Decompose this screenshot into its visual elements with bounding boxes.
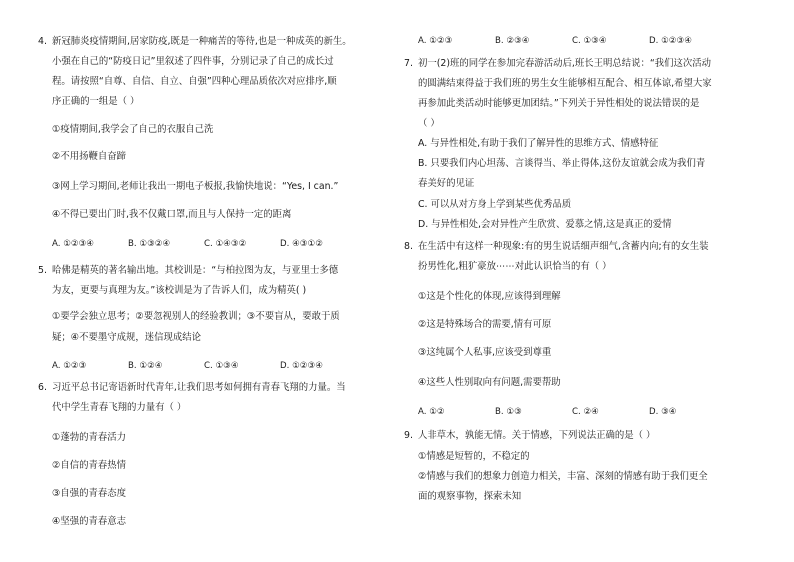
option-d[interactable]: D. ④③①②: [280, 239, 323, 249]
option-c[interactable]: C. ①③④: [572, 36, 607, 46]
question-stem-line: 初一(2)班的同学在参加完春游活动后,班长王明总结说：“我们这次活动: [418, 58, 711, 69]
question-stem-line: 新冠肺炎疫情期间,居家防疫,既是一种痛苦的等待,也是一种成英的新生。: [52, 36, 352, 47]
question-item: ①这是个性化的体现,应该得到理解: [418, 291, 561, 302]
question-stem-line: 小强在自己的“防疫日记”里叙述了四件事，分别记录了自己的成长过: [52, 56, 334, 67]
question-stem-line: 为友，更要与真理为友。”该校训是为了告诉人们，成为精英( ): [52, 285, 307, 296]
option-a[interactable]: A. ①②③: [52, 361, 87, 371]
question-number: 7.: [404, 58, 413, 69]
option-c[interactable]: C. ①④③②: [204, 239, 247, 249]
option-c[interactable]: C. ①③④: [204, 361, 239, 371]
question-item: ③自强的青春态度: [52, 488, 127, 499]
question-stem-line: 的圆满结束得益于我们班的男生女生能够相互配合、相互体谅,希望大家: [418, 78, 712, 89]
question-item: ①蓬勃的青春活力: [52, 432, 127, 443]
question-item: ②情感与我们的想象力创造力相关，丰富、深刻的情感有助于我们更全: [418, 471, 708, 482]
question-choice[interactable]: A. 与异性相处,有助于我们了解异性的思维方式、情感特征: [418, 138, 659, 149]
question-stem-line: 人非草木，孰能无情。关于情感，下列说法正确的是（ ）: [418, 430, 656, 441]
question-choice[interactable]: D. 与异性相处,会对异性产生欣赏、爱慕之情,这是真正的爱情: [418, 219, 672, 230]
question-choice[interactable]: C. 可以从对方身上学到某些优秀品质: [418, 199, 572, 210]
option-d[interactable]: D. ③④: [649, 407, 677, 417]
option-a[interactable]: A. ①②③④: [52, 239, 95, 249]
question-number: 8.: [404, 241, 413, 252]
question-item: 疑；④不要墨守成规，迷信现成结论: [52, 332, 202, 343]
question-stem-line: （ ）: [418, 118, 440, 129]
option-a[interactable]: A. ①②: [418, 407, 445, 417]
option-b[interactable]: B. ②③④: [495, 36, 530, 46]
question-item: ①要学会独立思考；②要忽视别人的经验教训；③不要盲从，要敢于质: [52, 311, 340, 322]
question-number: 5.: [38, 265, 47, 276]
question-item: ②不用扬鞭自奋蹄: [52, 151, 127, 162]
question-item: ②这是特殊场合的需要,情有可原: [418, 319, 552, 330]
question-choice-continued: 春美好的见证: [418, 178, 475, 189]
option-b[interactable]: B. ①②④: [128, 361, 163, 371]
question-item: ①疫情期间,我学会了自己的衣服自己洗: [52, 124, 214, 135]
question-stem-line: 扮男性化,粗犷豪放⋯⋯对此认识恰当的有（ ）: [418, 261, 612, 272]
question-item: ③这纯属个人私事,应该受到尊重: [418, 347, 552, 358]
option-d[interactable]: D. ①②③④: [649, 36, 692, 46]
question-number: 6.: [38, 382, 47, 393]
question-item: ④坚强的青春意志: [52, 516, 127, 527]
question-item: ④这些人性别取向有问题,需要帮助: [418, 377, 561, 388]
question-stem-line: 代中学生青春飞翔的力量有（ ）: [52, 402, 187, 413]
question-item: ①情感是短暂的，不稳定的: [418, 451, 530, 462]
question-item: ③网上学习期间,老师让我出一期电子板报,我愉快地说：“Yes, I can.”: [52, 181, 339, 192]
option-c[interactable]: C. ②④: [572, 407, 599, 417]
question-stem-line: 哈佛是精英的著名输出地。其校训是：“与柏拉图为友，与亚里士多德: [52, 265, 339, 276]
option-d[interactable]: D. ①②③④: [280, 361, 323, 371]
question-stem-line: 再参加此类活动时能够更加团结。”下列关于异性相处的说法错误的是: [418, 98, 700, 109]
question-stem-line: 序正确的一组是（ ）: [52, 96, 140, 107]
question-stem-line: 程。请按照“自尊、自信、自立、自强”四种心理品质依次对应排序,顺: [52, 76, 337, 87]
question-item: ④不得已要出门时,我不仅戴口罩,而且与人保持一定的距离: [52, 209, 292, 220]
option-b[interactable]: B. ①③: [495, 407, 522, 417]
option-b[interactable]: B. ①③②④: [128, 239, 171, 249]
question-stem-line: 在生活中有这样一种现象:有的男生说话细声细气,含蓄内向;有的女生装: [418, 241, 709, 252]
question-number: 9.: [404, 430, 413, 441]
question-stem-line: 习近平总书记寄语新时代青年,让我们思考如何拥有青春飞翔的力量。当: [52, 382, 346, 393]
question-number: 4.: [38, 36, 47, 47]
option-a[interactable]: A. ①②③: [418, 36, 453, 46]
question-item-continued: 面的观察事物，探索未知: [418, 491, 522, 502]
question-item: ②自信的青春热情: [52, 460, 127, 471]
question-choice[interactable]: B. 只要我们内心坦荡、言谈得当、举止得体,这份友谊就会成为我们青: [418, 158, 706, 169]
